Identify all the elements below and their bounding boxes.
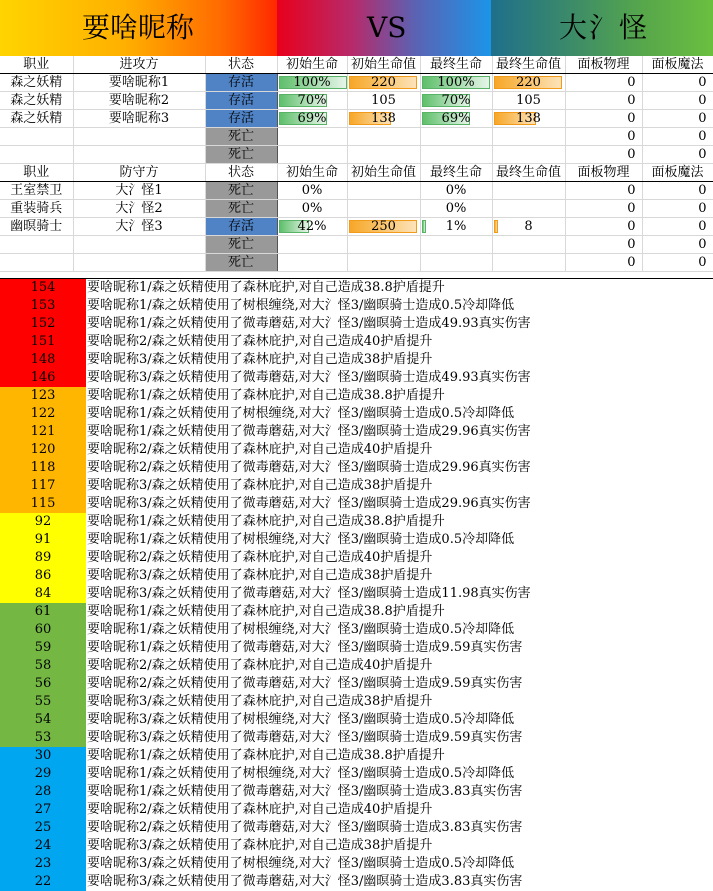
log-message: 要啥昵称1/森之妖精使用了树根缠绕,对大氵怪3/幽暝骑士造成0.5冷却降低 xyxy=(87,622,515,637)
final-hp-value xyxy=(492,236,565,254)
init-hp-pct xyxy=(277,146,347,164)
init-hp-value-value: 250 xyxy=(371,219,396,234)
log-message: 要啥昵称1/森之妖精使用了树根缠绕,对大氵怪3/幽暝骑士造成0.5冷却降低 xyxy=(87,406,515,421)
log-row xyxy=(0,819,713,837)
log-row xyxy=(0,423,713,441)
job-cell xyxy=(0,236,73,254)
status-badge: 存活 xyxy=(205,92,277,110)
log-message: 要啥昵称1/森之妖精使用了树根缠绕,对大氵怪3/幽暝骑士造成0.5冷却降低 xyxy=(87,298,515,313)
log-row xyxy=(0,801,713,819)
turn-number: 59 xyxy=(0,639,86,657)
turn-number: 60 xyxy=(0,621,86,639)
init-hp-value xyxy=(347,128,420,146)
log-row xyxy=(0,603,713,621)
init-hp-pct xyxy=(277,218,347,236)
log-message: 要啥昵称3/森之妖精使用了树根缠绕,对大氵怪3/幽暝骑士造成0.5冷却降低 xyxy=(87,712,515,727)
init-hp-value xyxy=(347,74,420,92)
init-hp-pct xyxy=(277,74,347,92)
job-cell xyxy=(0,146,73,164)
phys-cell: 0 xyxy=(565,218,642,236)
final-hp-value xyxy=(492,74,565,92)
defense-col-1: 初始生命值 xyxy=(347,164,420,182)
final-hp-value-value: 138 xyxy=(516,111,541,126)
status-badge: 存活 xyxy=(205,218,277,236)
turn-number: 53 xyxy=(0,729,86,747)
defender-name: 大氵怪 xyxy=(559,11,650,44)
defense-col-3: 最终生命值 xyxy=(492,164,565,182)
turn-number: 23 xyxy=(0,855,86,873)
mag-cell: 0 xyxy=(642,128,713,146)
turn-number: 28 xyxy=(0,783,86,801)
log-row xyxy=(0,297,713,315)
status-badge: 死亡 xyxy=(205,182,277,200)
init-hp-value xyxy=(347,236,420,254)
mag-cell: 0 xyxy=(642,92,713,110)
final-hp-pct-value: 0% xyxy=(445,201,467,216)
vs-label: VS xyxy=(367,11,407,44)
log-message: 要啥昵称2/森之妖精使用了森林庇护,对自己造成40护盾提升 xyxy=(87,802,433,817)
defender-banner xyxy=(491,0,713,56)
final-hp-value-value: 8 xyxy=(524,219,533,234)
attack-header-row xyxy=(0,56,713,74)
turn-number: 84 xyxy=(0,585,86,603)
init-hp-pct xyxy=(277,254,347,272)
defense-row xyxy=(0,200,713,218)
final-hp-value xyxy=(492,200,565,218)
init-hp-pct-value: 0% xyxy=(301,183,323,198)
turn-number: 118 xyxy=(0,459,86,477)
job-cell: 森之妖精 xyxy=(0,110,73,128)
name-cell: 大氵怪1 xyxy=(73,182,205,200)
job-cell: 幽暝骑士 xyxy=(0,218,73,236)
init-hp-pct xyxy=(277,200,347,218)
turn-number: 56 xyxy=(0,675,86,693)
log-row xyxy=(0,315,713,333)
init-hp-pct xyxy=(277,92,347,110)
attack-row xyxy=(0,146,713,164)
turn-number: 115 xyxy=(0,495,86,513)
stats-table xyxy=(0,56,713,272)
final-hp-pct xyxy=(420,254,492,272)
log-message: 要啥昵称2/森之妖精使用了微毒蘑菇,对大氵怪3/幽暝骑士造成29.96真实伤害 xyxy=(87,460,531,475)
final-hp-pct-value: 1% xyxy=(445,219,467,234)
status-badge: 死亡 xyxy=(205,236,277,254)
mag-cell: 0 xyxy=(642,254,713,272)
log-message: 要啥昵称2/森之妖精使用了森林庇护,对自己造成40护盾提升 xyxy=(87,658,433,673)
turn-number: 89 xyxy=(0,549,86,567)
log-message: 要啥昵称2/森之妖精使用了微毒蘑菇,对大氵怪3/幽暝骑士造成3.83真实伤害 xyxy=(87,820,523,835)
final-hp-value xyxy=(492,92,565,110)
init-hp-pct xyxy=(277,236,347,254)
turn-number: 120 xyxy=(0,441,86,459)
final-hp-pct xyxy=(420,110,492,128)
job-cell: 森之妖精 xyxy=(0,74,73,92)
defense-col-status: 状态 xyxy=(205,164,277,182)
job-cell: 重装骑兵 xyxy=(0,200,73,218)
turn-number: 30 xyxy=(0,747,86,765)
turn-number: 25 xyxy=(0,819,86,837)
log-row xyxy=(0,441,713,459)
turn-number: 91 xyxy=(0,531,86,549)
phys-cell: 0 xyxy=(565,254,642,272)
init-hp-value xyxy=(347,182,420,200)
init-hp-value xyxy=(347,254,420,272)
mag-cell: 0 xyxy=(642,146,713,164)
final-hp-pct-value: 100% xyxy=(437,75,475,90)
name-cell xyxy=(73,128,205,146)
attacker-name: 要啥昵称 xyxy=(82,11,195,44)
attack-col-status: 状态 xyxy=(205,56,277,74)
final-hp-pct xyxy=(420,236,492,254)
log-row xyxy=(0,369,713,387)
log-row xyxy=(0,585,713,603)
phys-cell: 0 xyxy=(565,182,642,200)
attack-col-side: 进攻方 xyxy=(73,56,205,74)
init-hp-pct xyxy=(277,128,347,146)
mag-cell: 0 xyxy=(642,110,713,128)
final-hp-value xyxy=(492,146,565,164)
final-hp-pct xyxy=(420,200,492,218)
final-hp-pct xyxy=(420,146,492,164)
log-row xyxy=(0,765,713,783)
log-row xyxy=(0,855,713,873)
turn-number: 29 xyxy=(0,765,86,783)
init-hp-value xyxy=(347,92,420,110)
job-cell: 森之妖精 xyxy=(0,92,73,110)
log-row xyxy=(0,693,713,711)
log-message: 要啥昵称2/森之妖精使用了森林庇护,对自己造成40护盾提升 xyxy=(87,442,433,457)
attack-col-job: 职业 xyxy=(0,56,73,74)
log-row xyxy=(0,387,713,405)
log-message: 要啥昵称1/森之妖精使用了森林庇护,对自己造成38.8护盾提升 xyxy=(87,514,445,529)
phys-cell: 0 xyxy=(565,236,642,254)
turn-number: 123 xyxy=(0,387,86,405)
defense-row xyxy=(0,254,713,272)
phys-cell: 0 xyxy=(565,92,642,110)
name-cell: 要啥昵称3 xyxy=(73,110,205,128)
turn-number: 86 xyxy=(0,567,86,585)
defense-row xyxy=(0,182,713,200)
status-badge: 存活 xyxy=(205,110,277,128)
battle-banner xyxy=(0,0,713,56)
mag-cell: 0 xyxy=(642,74,713,92)
log-message: 要啥昵称2/森之妖精使用了微毒蘑菇,对大氵怪3/幽暝骑士造成9.59真实伤害 xyxy=(87,676,523,691)
defense-row xyxy=(0,218,713,236)
init-hp-value xyxy=(347,110,420,128)
attack-col-1: 初始生命值 xyxy=(347,56,420,74)
defense-col-2: 最终生命 xyxy=(420,164,492,182)
phys-cell: 0 xyxy=(565,74,642,92)
phys-cell: 0 xyxy=(565,146,642,164)
turn-number: 153 xyxy=(0,297,86,315)
final-hp-pct xyxy=(420,74,492,92)
attack-col-3: 最终生命值 xyxy=(492,56,565,74)
log-row xyxy=(0,351,713,369)
job-cell xyxy=(0,128,73,146)
log-message: 要啥昵称3/森之妖精使用了森林庇护,对自己造成38护盾提升 xyxy=(87,352,433,367)
turn-number: 61 xyxy=(0,603,86,621)
final-hp-value xyxy=(492,254,565,272)
defense-col-side: 防守方 xyxy=(73,164,205,182)
log-row xyxy=(0,333,713,351)
job-cell xyxy=(0,254,73,272)
turn-number: 58 xyxy=(0,657,86,675)
log-row xyxy=(0,531,713,549)
status-badge: 死亡 xyxy=(205,128,277,146)
status-badge: 死亡 xyxy=(205,254,277,272)
defense-header-row xyxy=(0,164,713,182)
final-hp-value xyxy=(492,182,565,200)
log-message: 要啥昵称1/森之妖精使用了微毒蘑菇,对大氵怪3/幽暝骑士造成9.59真实伤害 xyxy=(87,640,523,655)
log-message: 要啥昵称3/森之妖精使用了森林庇护,对自己造成38护盾提升 xyxy=(87,478,433,493)
init-hp-value xyxy=(347,200,420,218)
final-hp-value xyxy=(492,110,565,128)
attack-col-0: 初始生命 xyxy=(277,56,347,74)
log-message: 要啥昵称1/森之妖精使用了微毒蘑菇,对大氵怪3/幽暝骑士造成3.83真实伤害 xyxy=(87,784,523,799)
log-row xyxy=(0,279,713,297)
init-hp-pct xyxy=(277,182,347,200)
log-row xyxy=(0,495,713,513)
turn-number: 54 xyxy=(0,711,86,729)
log-row xyxy=(0,675,713,693)
status-badge: 存活 xyxy=(205,74,277,92)
init-hp-pct-value: 100% xyxy=(293,75,331,90)
init-hp-pct-value: 70% xyxy=(297,93,327,108)
turn-number: 152 xyxy=(0,315,86,333)
log-row xyxy=(0,477,713,495)
log-row xyxy=(0,567,713,585)
log-row xyxy=(0,711,713,729)
name-cell xyxy=(73,254,205,272)
init-hp-pct xyxy=(277,110,347,128)
attack-row xyxy=(0,74,713,92)
phys-cell: 0 xyxy=(565,110,642,128)
name-cell xyxy=(73,236,205,254)
init-hp-value-value: 105 xyxy=(371,93,396,108)
init-hp-value xyxy=(347,146,420,164)
turn-number: 55 xyxy=(0,693,86,711)
log-message: 要啥昵称3/森之妖精使用了微毒蘑菇,对大氵怪3/幽暝骑士造成29.96真实伤害 xyxy=(87,496,531,511)
init-hp-value-value: 220 xyxy=(371,75,396,90)
defense-col-5: 面板魔法 xyxy=(642,164,713,182)
log-message: 要啥昵称1/森之妖精使用了森林庇护,对自己造成38.8护盾提升 xyxy=(87,604,445,619)
mag-cell: 0 xyxy=(642,200,713,218)
attack-col-5: 面板魔法 xyxy=(642,56,713,74)
turn-number: 154 xyxy=(0,279,86,297)
turn-number: 122 xyxy=(0,405,86,423)
status-badge: 死亡 xyxy=(205,146,277,164)
log-message: 要啥昵称1/森之妖精使用了树根缠绕,对大氵怪3/幽暝骑士造成0.5冷却降低 xyxy=(87,532,515,547)
final-hp-pct xyxy=(420,182,492,200)
final-hp-value xyxy=(492,128,565,146)
init-hp-value xyxy=(347,218,420,236)
name-cell xyxy=(73,146,205,164)
final-hp-pct xyxy=(420,128,492,146)
attacker-banner xyxy=(0,0,277,56)
turn-number: 146 xyxy=(0,369,86,387)
defense-col-4: 面板物理 xyxy=(565,164,642,182)
mag-cell: 0 xyxy=(642,236,713,254)
log-message: 要啥昵称1/森之妖精使用了森林庇护,对自己造成38.8护盾提升 xyxy=(87,748,445,763)
turn-number: 117 xyxy=(0,477,86,495)
final-hp-pct-value: 0% xyxy=(445,183,467,198)
attack-row xyxy=(0,128,713,146)
log-row xyxy=(0,783,713,801)
log-message: 要啥昵称3/森之妖精使用了微毒蘑菇,对大氵怪3/幽暝骑士造成9.59真实伤害 xyxy=(87,730,523,745)
log-row xyxy=(0,837,713,855)
final-hp-value-bar xyxy=(494,220,498,233)
log-row xyxy=(0,873,713,891)
init-hp-pct-value: 42% xyxy=(297,219,327,234)
attack-col-2: 最终生命 xyxy=(420,56,492,74)
final-hp-pct xyxy=(420,218,492,236)
mag-cell: 0 xyxy=(642,182,713,200)
status-badge: 死亡 xyxy=(205,200,277,218)
log-message: 要啥昵称1/森之妖精使用了森林庇护,对自己造成38.8护盾提升 xyxy=(87,388,445,403)
log-message: 要啥昵称2/森之妖精使用了森林庇护,对自己造成40护盾提升 xyxy=(87,550,433,565)
turn-number: 151 xyxy=(0,333,86,351)
final-hp-pct-bar xyxy=(422,220,426,233)
log-message: 要啥昵称1/森之妖精使用了微毒蘑菇,对大氵怪3/幽暝骑士造成29.96真实伤害 xyxy=(87,424,531,439)
log-row xyxy=(0,729,713,747)
battle-log xyxy=(0,279,713,891)
log-row xyxy=(0,747,713,765)
log-message: 要啥昵称1/森之妖精使用了森林庇护,对自己造成38.8护盾提升 xyxy=(87,280,445,295)
turn-number: 92 xyxy=(0,513,86,531)
log-row xyxy=(0,657,713,675)
log-message: 要啥昵称3/森之妖精使用了微毒蘑菇,对大氵怪3/幽暝骑士造成3.83真实伤害 xyxy=(87,874,523,889)
stats-panel xyxy=(0,56,713,279)
name-cell: 大氵怪2 xyxy=(73,200,205,218)
vs-banner xyxy=(277,0,491,56)
attack-row xyxy=(0,92,713,110)
init-hp-pct-value: 0% xyxy=(301,201,323,216)
log-message: 要啥昵称3/森之妖精使用了森林庇护,对自己造成38护盾提升 xyxy=(87,838,433,853)
final-hp-value-value: 220 xyxy=(516,75,541,90)
log-message: 要啥昵称1/森之妖精使用了微毒蘑菇,对大氵怪3/幽暝骑士造成49.93真实伤害 xyxy=(87,316,531,331)
log-message: 要啥昵称3/森之妖精使用了森林庇护,对自己造成38护盾提升 xyxy=(87,568,433,583)
log-row xyxy=(0,621,713,639)
log-message: 要啥昵称3/森之妖精使用了树根缠绕,对大氵怪3/幽暝骑士造成0.5冷却降低 xyxy=(87,856,515,871)
log-row xyxy=(0,405,713,423)
phys-cell: 0 xyxy=(565,128,642,146)
init-hp-value-value: 138 xyxy=(371,111,396,126)
log-row xyxy=(0,549,713,567)
log-message: 要啥昵称3/森之妖精使用了微毒蘑菇,对大氵怪3/幽暝骑士造成11.98真实伤害 xyxy=(87,586,531,601)
turn-number: 27 xyxy=(0,801,86,819)
final-hp-pct xyxy=(420,92,492,110)
defense-col-job: 职业 xyxy=(0,164,73,182)
mag-cell: 0 xyxy=(642,218,713,236)
defense-col-0: 初始生命 xyxy=(277,164,347,182)
log-message: 要啥昵称1/森之妖精使用了树根缠绕,对大氵怪3/幽暝骑士造成0.5冷却降低 xyxy=(87,766,515,781)
attack-row xyxy=(0,110,713,128)
final-hp-value xyxy=(492,218,565,236)
phys-cell: 0 xyxy=(565,200,642,218)
defense-row xyxy=(0,236,713,254)
log-row xyxy=(0,459,713,477)
final-hp-pct-value: 69% xyxy=(441,111,471,126)
turn-number: 121 xyxy=(0,423,86,441)
log-message: 要啥昵称3/森之妖精使用了微毒蘑菇,对大氵怪3/幽暝骑士造成49.93真实伤害 xyxy=(87,370,531,385)
log-message: 要啥昵称2/森之妖精使用了森林庇护,对自己造成40护盾提升 xyxy=(87,334,433,349)
log-row xyxy=(0,639,713,657)
log-message: 要啥昵称3/森之妖精使用了森林庇护,对自己造成38护盾提升 xyxy=(87,694,433,709)
turn-number: 22 xyxy=(0,873,86,891)
job-cell: 王室禁卫 xyxy=(0,182,73,200)
turn-number: 148 xyxy=(0,351,86,369)
final-hp-value-value: 105 xyxy=(516,93,541,108)
turn-number: 24 xyxy=(0,837,86,855)
final-hp-pct-value: 70% xyxy=(441,93,471,108)
name-cell: 大氵怪3 xyxy=(73,218,205,236)
name-cell: 要啥昵称2 xyxy=(73,92,205,110)
log-row xyxy=(0,513,713,531)
name-cell: 要啥昵称1 xyxy=(73,74,205,92)
attack-col-4: 面板物理 xyxy=(565,56,642,74)
init-hp-pct-value: 69% xyxy=(297,111,327,126)
